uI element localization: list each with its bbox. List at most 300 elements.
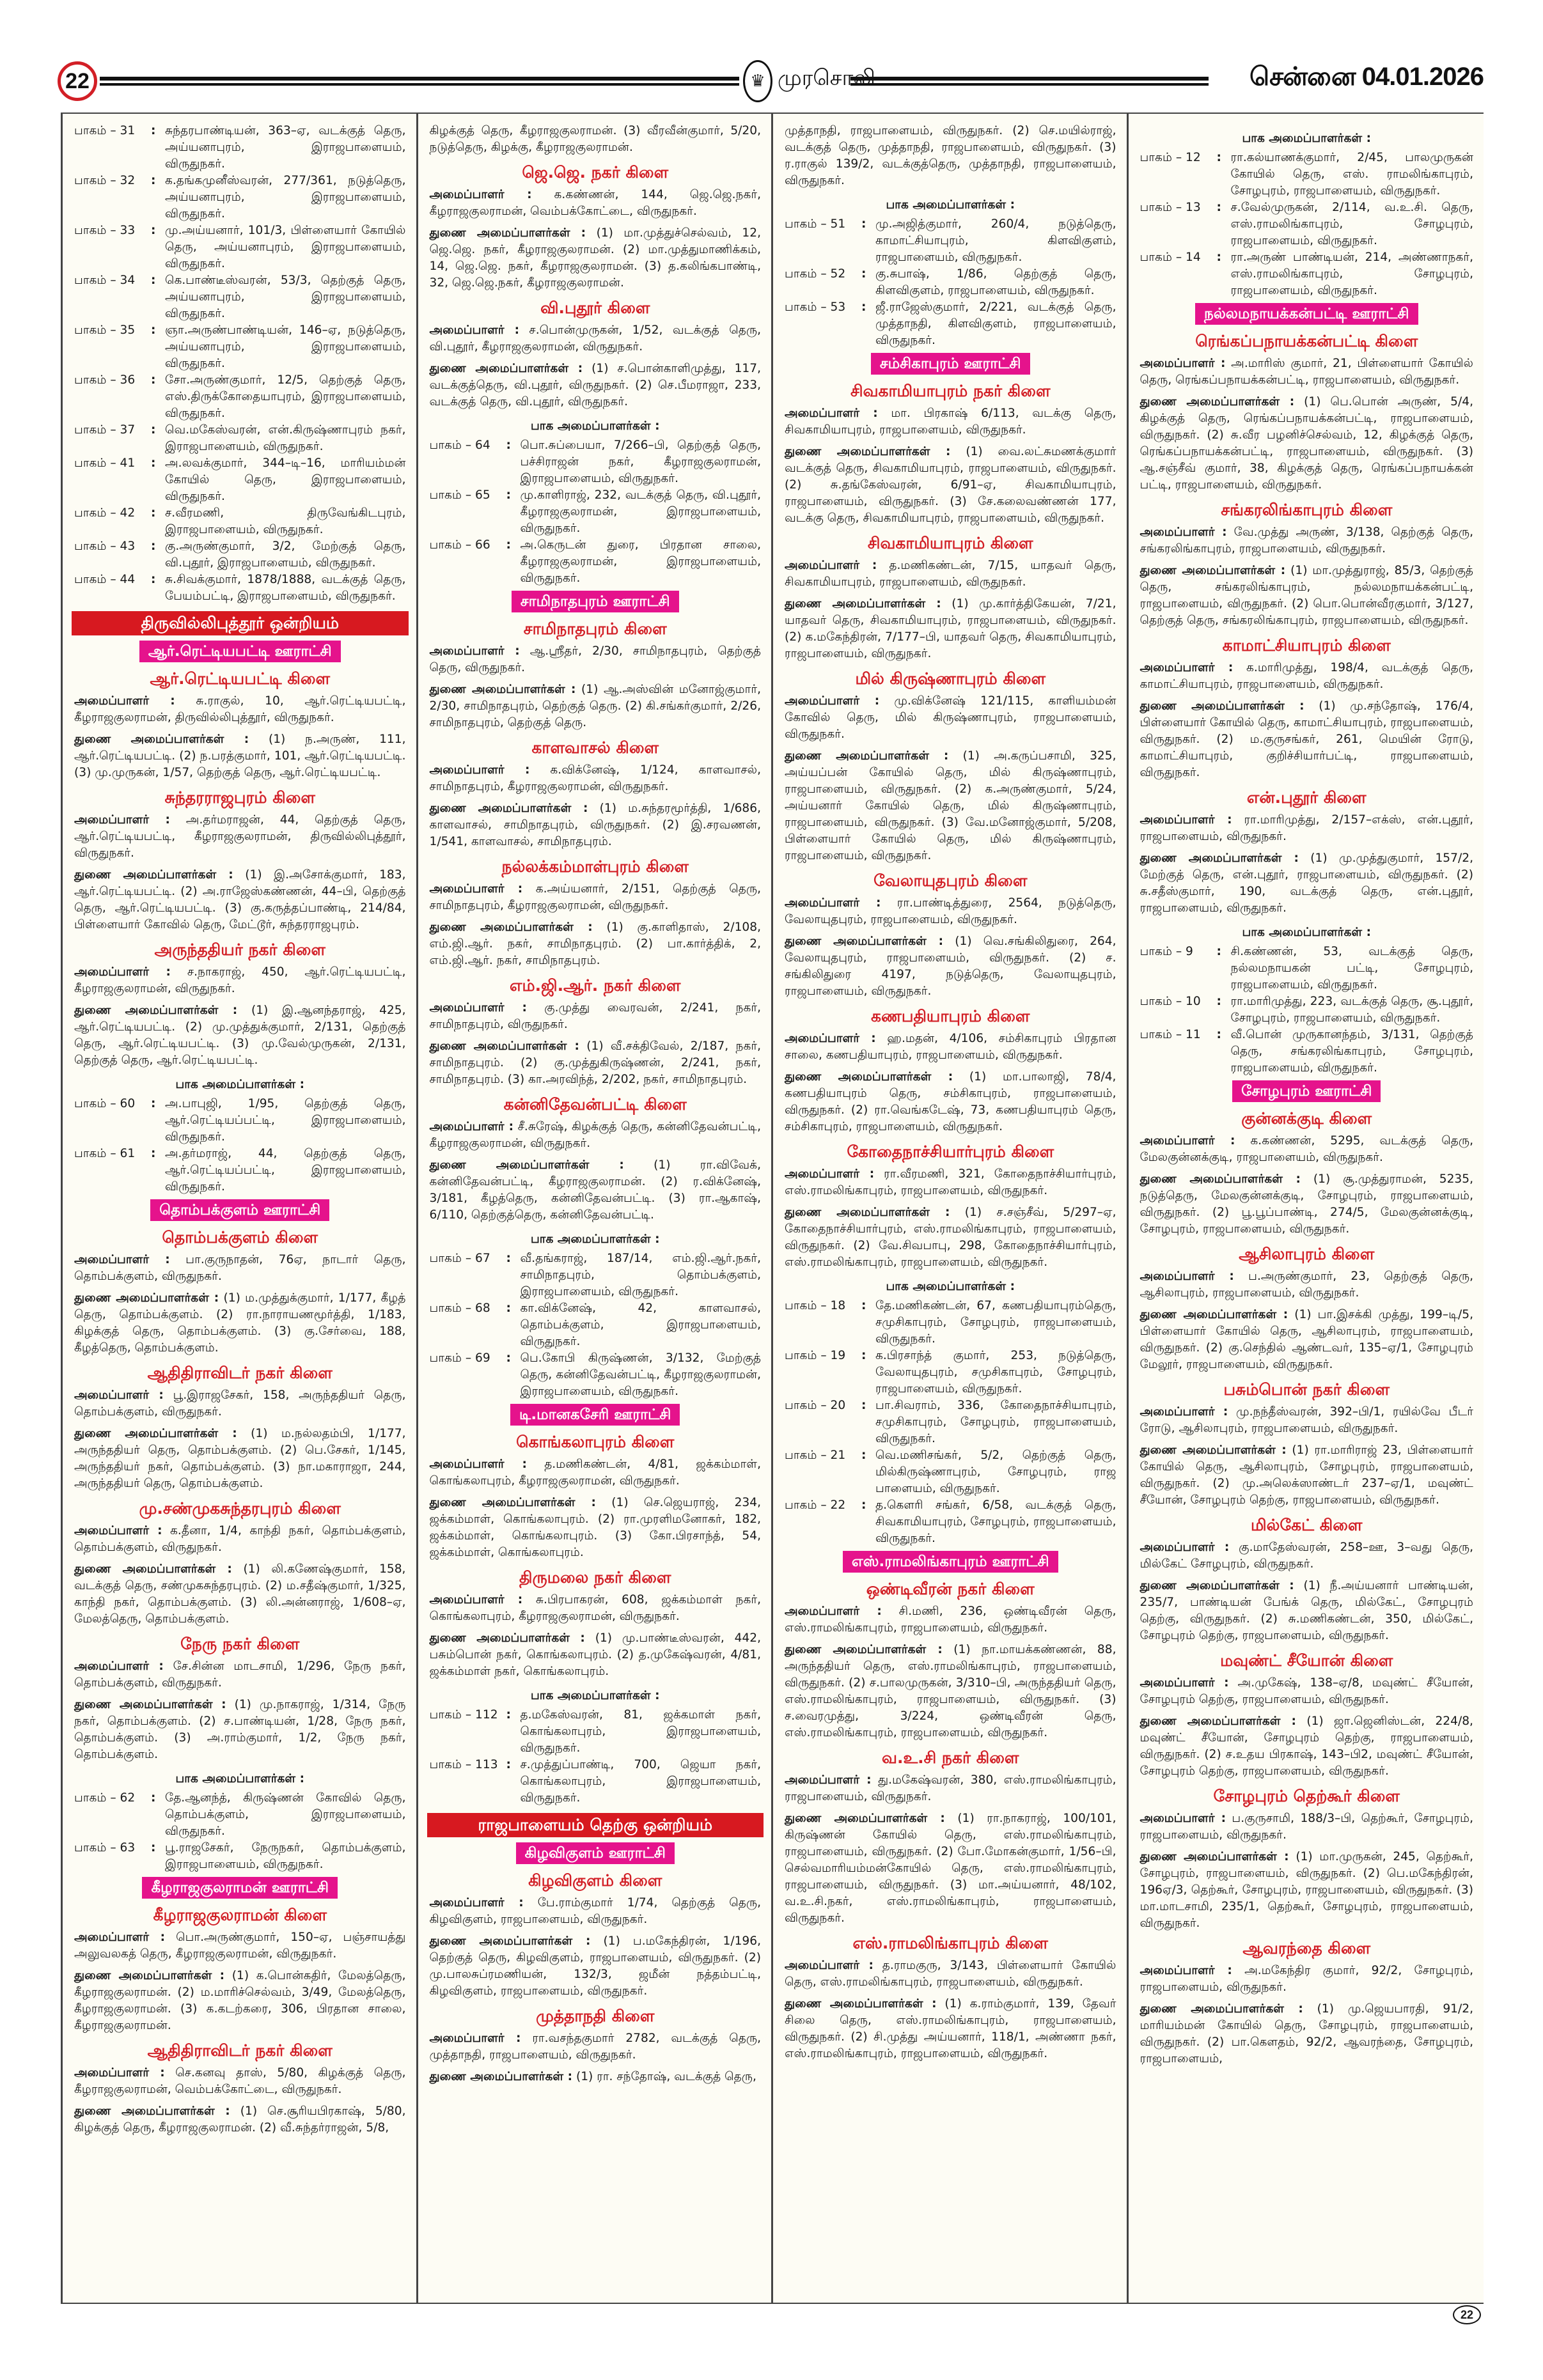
bhagam-number-value: 20 — [830, 1399, 846, 1412]
organiser-details: செ.கனவு தாஸ், 5/80, கிழக்குத் தெரு, கீழராஜகுலராமன், வெம்பக்கோட்டை, விருதுநகர். — [74, 2066, 406, 2096]
bhagam-number — [785, 1348, 861, 1397]
organiser-details: பா.குருநாதன், 76ஏ, நாடார் தெரு, தொம்பக்குளம், விருதுநகர். — [74, 1253, 406, 1283]
organiser-label: அமைப்பாளர் : — [1140, 661, 1234, 674]
deputies-label: துணை அமைப்பாளர்கள் : — [74, 1698, 226, 1711]
panchayat-banner: கீழராஜகுலராமன் ஊராட்சி — [142, 1877, 338, 1899]
organiser-details: சே.சின்ன மாடசாமி, 1/296, நேரு நகர், தொம்பக்குளம், விருதுநகர். — [74, 1660, 406, 1690]
bhagam-number — [430, 1250, 506, 1300]
deputies-entry — [74, 1426, 406, 1492]
bhagam-number — [1140, 993, 1217, 1027]
branch-heading: காளவாசல் கிளை — [531, 738, 659, 757]
bhagam-prefix: பாகம் – — [429, 1252, 472, 1265]
organiser-entry — [74, 1252, 406, 1285]
union-banner: ராஜபாளையம் தெற்கு ஒன்றியம் — [427, 1813, 764, 1837]
bhagam-number — [430, 487, 506, 537]
bhagam-prefix: பாகம் – — [785, 1349, 827, 1362]
deputies-entry — [1140, 1307, 1474, 1373]
bhagam-number — [430, 437, 506, 487]
deputies-entry — [785, 1069, 1116, 1135]
separator: : — [861, 1399, 866, 1412]
separator: : — [506, 439, 511, 452]
bhagam-number — [430, 1300, 506, 1350]
organiser-entry — [74, 1929, 406, 1963]
separator: : — [151, 224, 156, 237]
branch-heading: நேரு நகர் கிளை — [180, 1635, 300, 1653]
bhagam-entry — [1140, 993, 1474, 1027]
separator: : — [151, 1841, 156, 1855]
deputies-details: (1) ஜா.ஜெனிஸ்டன், 224/8, மவுண்ட் சீயோன், சோழபுரம் தெற்கு, ராஜபாளையம், விருதுநகர். (2) ச.உதய பிரகாஷ், 143–பி2, மவுண்ட் சீயோன், சோழபுரம் தெற்கு, ராஜபாளையம், விருதுநகர். — [1140, 1715, 1473, 1778]
branch-heading: ஆசிலாபுரம் கிளை — [1239, 1245, 1375, 1263]
bhagam-entry — [430, 537, 762, 587]
deputies-details: (1) மா.முத்துச்செல்வம், 12, ஜெ.ஜெ. நகர், கீழராஜகுலராமன். (2) மா.முத்துமாணிக்கம், 14, ஜெ.ஜெ. நகர், கீழராஜகுலராமன். (3) த.கலிங்கபாண்டி, 32, ஜெ.ஜெ.நகர், கீழராஜகுலராமன். — [429, 226, 761, 290]
bhagam-number-value: 19 — [830, 1349, 846, 1362]
deputies-entry — [74, 1290, 406, 1357]
bhagam-entry — [74, 173, 406, 222]
deputies-label: துணை அமைப்பாளர்கள் : — [1140, 1850, 1289, 1863]
separator: : — [861, 1449, 866, 1462]
deputies-details: (1) வெ.சங்கிலிதுரை, 264, வேலாயுதபுரம், ராஜபாளையம், விருதுநகர். (2) ச. சங்கிலிதுரை 4197, நடுத்தெரு, வேலாயுதபுரம், ராஜபாளையம், விருதுநகர். — [785, 935, 1116, 998]
bhagam-prefix: பாகம் – — [1140, 201, 1182, 214]
bhagam-holder: ச.வேல்முருகன், 2/114, வ.உ.சி. தெரு, எஸ்.ராமலிங்காபுரம், சோழபுரம், ராஜபாளையம், விருதுநகர். — [1230, 201, 1473, 247]
organiser-entry — [430, 322, 762, 355]
bhagam-prefix: பாகம் – — [74, 124, 116, 137]
deputies-details: (1) இ.ஆனந்தராஜ், 425, ஆர்.ரெட்டியபட்டி. (2) மு.முத்துக்குமார், 2/131, தெற்குத் தெரு, ஆர்.ரெட்டியபட்டி. (3) மு.வேல்முருகன், 2/131, தெற்குத் தெரு, ஆர்.ரெட்டியபட்டி. — [74, 1004, 406, 1067]
organiser-entry — [430, 881, 762, 914]
branch-heading: ஆர்.ரெட்டியபட்டி கிளை — [150, 669, 331, 688]
organiser-details: அ.முகேஷ், 138–ஏ/8, மவுண்ட் சீயோன், சோழபுரம் தெற்கு, ராஜபாளையம், விருதுநகர். — [1140, 1676, 1474, 1706]
branch-heading: அருந்ததியர் நகர் கிளை — [154, 940, 325, 959]
separator: : — [151, 423, 156, 437]
branch-heading: சோழபுரம் தெற்கூர் கிளை — [1213, 1787, 1400, 1805]
masthead-rule-right — [850, 77, 1209, 86]
deputies-details: (1) மு.நாகராஜ், 1/314, நேரு நகர், தொம்பக்குளம். (2) ச.பாண்டியன், 1/28, நேரு நகர், தொம்பக்குளம். (3) அ.ராம்குமார், 1/2, நேரு நகர், தொம்பக்குளம். — [74, 1698, 406, 1761]
deputies-entry — [785, 1642, 1116, 1741]
deputies-entry — [430, 681, 762, 731]
organiser-details: சு.பிரபாகரன், 608, ஜக்கம்மாள் நகர், கொங்கலாபுரம், கீழராஜகுலராமன், விருதுநகர். — [429, 1593, 761, 1623]
bhagam-number-value: 67 — [475, 1252, 490, 1265]
bhagam-entry — [74, 222, 406, 272]
organiser-entry — [785, 1166, 1116, 1199]
deputies-details: (1) அ.கருப்பசாமி, 325, அய்யப்பன் கோயில் தெரு, மில் கிருஷ்ணாபுரம், ராஜபாளையம், விருதுநகர். (2) க.அருண்குமார், 5/24, அய்யனார் கோயில் தெரு, மில் கிருஷ்ணாபுரம், ராஜபாளையம், விருதுநகர். (3) வே.மனோஜ்குமார், 5/208, பிள்ளையார் கோயில் தெரு, மில் கிருஷ்ணாபுரம், ராஜபாளையம், விருதுநகர். — [785, 749, 1116, 862]
bhagam-number — [430, 1707, 506, 1757]
deputies-label: துணை அமைப்பாளர்கள் : — [74, 2104, 230, 2118]
deputies-label: துணை அமைப்பாளர்கள் : — [74, 1427, 237, 1440]
bhagam-entry — [785, 1348, 1116, 1397]
bhagam-number-value: 18 — [830, 1299, 846, 1312]
bhagam-number-value: 12 — [1186, 151, 1201, 164]
deputies-label: துணை அமைப்பாளர்கள் : — [429, 802, 588, 815]
bhagam-number-value: 69 — [475, 1351, 490, 1365]
deputies-details: (1) பெ.பொன் அருண், 5/4, கிழக்குத் தெரு, ரெங்கப்பநாயக்கன்பட்டி, ராஜபாளையம், விருதுநகர். (2) சு.வீர பழனிச்செல்வம், 12, கிழக்குத் தெரு, ரெங்கப்பநாயக்கன்பட்டி, ராஜபாளையம், விருதுநகர். (3) ஆ.சஞ்சீவ் குமார், 38, கிழக்குத் தெரு, ரெங்கப்பநாயக்கன் பட்டி, ராஜபாளையம், விருதுநகர். — [1140, 395, 1473, 492]
organiser-entry — [785, 1031, 1116, 1064]
bhagam-prefix: பாகம் – — [429, 1708, 472, 1722]
organiser-details: ரா.வீரமணி, 321, கோதைநாச்சியார்புரம், எஸ்.ராமலிங்காபுரம், ராஜபாளையம், விருதுநகர். — [785, 1167, 1116, 1197]
bhagam-section-heading: பாக அமைப்பாளர்கள் : — [175, 1772, 305, 1785]
bhagam-holder: சோ.அருண்குமார், 12/5, தெற்குத் தெரு, எஸ்.திருக்கோதையாபுரம், இராஜபாளையம், விருதுநகர். — [165, 373, 406, 420]
organiser-details: க.கண்ணன், 144, ஜெ.ஜெ.நகர், கீழராஜகுலராமன், வெம்பக்கோட்டை, விருதுநகர். — [429, 188, 761, 218]
branch-heading: கீழராஜகுலராமன் கிளை — [153, 1906, 327, 1924]
separator: : — [151, 124, 156, 137]
panchayat-banner: நல்லமநாயக்கன்பட்டி ஊராட்சி — [1195, 303, 1418, 325]
bhagam-holder: அ.லவக்குமார், 344–டி–16, மாரியம்மன் கோயில் தெரு, இராஜபாளையம், விருதுநகர். — [165, 456, 406, 503]
deputies-label: துணை அமைப்பாளர்கள் : — [74, 1562, 232, 1576]
bhagam-holder: மு.காளிராஜ், 232, வடக்குத் தெரு, வி.புதூர், கீழராஜகுலராமன், இராஜபாளையம், விருதுநகர். — [520, 488, 761, 535]
deputies-label: துணை அமைப்பாளர்கள் : — [429, 362, 583, 375]
bhagam-number-value: 34 — [120, 274, 136, 287]
bhagam-entry — [430, 1757, 762, 1807]
separator: : — [1216, 1028, 1221, 1041]
page-number-badge: 22 — [58, 61, 97, 101]
bhagam-number — [74, 272, 151, 322]
organiser-details: மு.நந்தீஸ்வரன், 392–பி/1, ரயில்வே பீடர் ரோடு, ஆசிலாபுரம், ராஜபாளையம், விருதுநகர். — [1140, 1405, 1473, 1435]
deputies-entry — [1140, 698, 1474, 781]
deputies-details: (1) ரா.நாகராஜ், 100/101, கிருஷ்ணன் கோயில் தெரு, எஸ்.ராமலிங்காபுரம், ராஜபாளையம், விருதுநகர். (2) போ.மோகன்குமார், 1/56–பி, செல்வமாரியம்மன்கோயில் தெரு, எஸ்.ராமலிங்காபுரம், ராஜபாளையம், விருதுநகர். (3) மா.அய்யனார், 48/102, வ.உ.சி.நகர், எஸ்.ராமலிங்காபுரம், ராஜபாளையம், விருதுநகர். — [785, 1812, 1116, 1925]
column-3 — [773, 114, 1129, 2303]
branch-heading: சுந்தரராஜபுரம் கிளை — [164, 788, 315, 807]
bhagam-holder: ஜீ.ராஜேஸ்குமார், 2/221, வடக்குத் தெரு, முத்தாநதி, கிளவிகுளம், ராஜபாளையம், விருதுநகர். — [875, 300, 1116, 347]
organiser-details: ரா.மாரிமுத்து, 2/157–எக்ஸ், என்.புதூர், ராஜபாளையம், விருதுநகர். — [1140, 813, 1474, 843]
organiser-details: க.கண்ணன், 5295, வடக்குத் தெரு, மேலகுன்னக்குடி, ராஜபாளையம், விருதுநகர். — [1140, 1134, 1473, 1164]
organiser-label: அமைப்பாளர் : — [74, 2066, 165, 2080]
organiser-entry — [1140, 1133, 1474, 1166]
bhagam-number-value: 10 — [1186, 995, 1201, 1008]
deputies-details: (1) செ.சூரியபிரகாஷ், 5/80, கிழக்குத் தெரு, கீழராஜகுலராமன். (2) வீ.சுந்தர்ராஜன், 5/8, — [74, 2104, 406, 2135]
bhagam-number-value: 51 — [830, 217, 846, 231]
deputies-entry — [430, 2069, 762, 2085]
bhagam-section-heading: பாக அமைப்பாளர்கள் : — [1242, 132, 1372, 145]
branch-heading: சிவகாமியாபுரம் கிளை — [867, 534, 1033, 552]
organiser-entry — [785, 1957, 1116, 1991]
separator: : — [151, 506, 156, 520]
organiser-details: அ.மாரிஸ் குமார், 21, பிள்ளையார் கோயில் தெரு, ரெங்கப்பநாயக்கன்பட்டி, ராஜபாளையம், விருதுநகர். — [1140, 357, 1473, 387]
organiser-label: அமைப்பாளர் : — [429, 882, 523, 896]
deputies-details: (1) மா.பாலாஜி, 78/4, கணபதியாபுரம் தெரு, சம்சிகாபுரம், ராஜபாளையம், விருதுநகர். (2) ரா.வெங்கடேஷ், 73, கணபதியாபுரம் தெரு, சம்சிகாபுரம், ராஜபாளையம், விருதுநகர். — [785, 1070, 1116, 1133]
deputies-label: துணை அமைப்பாளர்கள் : — [429, 1631, 585, 1645]
organiser-details: ரா.பாண்டித்துரை, 2564, நடுத்தெரு, வேலாயுதபுரம், ராஜபாளையம், விருதுநகர். — [785, 896, 1116, 926]
organiser-entry — [1140, 812, 1474, 845]
branch-heading: மில் கிருஷ்ணாபுரம் கிளை — [855, 669, 1046, 688]
bhagam-holder: தே.ஆனந்த், கிருஷ்ணன் கோவில் தெரு, தொம்பக்குளம், இராஜபாளையம், விருதுநகர். — [165, 1791, 406, 1838]
bhagam-number-value: 13 — [1186, 201, 1201, 214]
deputies-entry — [430, 361, 762, 410]
separator: : — [151, 540, 156, 553]
bhagam-prefix: பாகம் – — [74, 423, 116, 437]
organiser-label: அமைப்பாளர் : — [785, 896, 881, 910]
deputies-details: (1) மு.பாண்டீஸ்வரன், 442, பசும்பொன் நகர், கொங்கலாபுரம். (2) த.முகேஷ்வரன், 4/81, ஜக்கம்மாள் நகர், கொங்கலாபுரம். — [429, 1631, 761, 1678]
organiser-entry — [1140, 1268, 1474, 1302]
organiser-entry — [74, 964, 406, 997]
bhagam-holder: வெ.மகேஸ்வரன், என்.கிருஷ்ணாபுரம் நகர், இராஜபாளையம், விருதுநகர். — [165, 423, 406, 453]
branch-heading: கிழவிகுளம் கிளை — [528, 1871, 662, 1890]
bhagam-entry — [785, 299, 1116, 349]
separator: : — [506, 1758, 511, 1771]
deputies-details: (1) மு.சந்தோஷ், 176/4, பிள்ளையார் கோயில் தெரு, காமாட்சியாபுரம், ராஜபாளையம், விருதுநகர். (2) ம.குருசங்கர், 261, மெயின் ரோடு, காமாட்சியாபுரம், குறிச்சியார்பட்டி, ராஜபாளையம், விருதுநகர். — [1140, 699, 1473, 779]
bhagam-number-value: 32 — [120, 174, 136, 187]
deputies-entry — [74, 1697, 406, 1763]
bhagam-prefix: பாகம் – — [785, 300, 827, 314]
deputies-entry — [1140, 1713, 1474, 1780]
organiser-label: அமைப்பாளர் : — [74, 813, 170, 827]
separator: : — [1216, 151, 1221, 164]
bhagam-number — [74, 1146, 151, 1195]
branch-heading: என்.புதூர் கிளை — [1246, 788, 1367, 807]
organiser-label: அமைப்பாளர் : — [74, 1931, 166, 1944]
deputies-details: (1) ரா.மாரிராஜ் 23, பிள்ளையார் கோயில் தெரு, ஆசிலாபுரம், சோழபுரம், ராஜபாளையம், விருதுநகர். (2) மு.அலெக்ஸாண்டர் 237–ஏ/1, மவுண்ட் சீயோன், சோழபுரம் தெற்கு, ராஜபாளையம், விருதுநகர். — [1140, 1443, 1473, 1507]
organiser-details: த.மணிகண்டன், 4/81, ஜக்கம்மாள், கொங்கலாபுரம், கீழராஜகுலராமன், விருதுநகர். — [429, 1458, 761, 1488]
deputies-label: துணை அமைப்பாளர்கள் : — [785, 1997, 937, 2011]
bhagam-prefix: பாகம் – — [429, 1351, 472, 1365]
deputies-details: (1) கு.காளிதாஸ், 2/108, எம்.ஜி.ஆர். நகர், சாமிநாதபுரம். (2) பா.கார்த்திக், 2, எம்.ஜி.ஆர். நகர், சாமிநாதபுரம். — [429, 921, 761, 967]
bhagam-entry — [785, 216, 1116, 266]
branch-heading: காமாட்சியாபுரம் கிளை — [1222, 636, 1391, 655]
separator: : — [861, 267, 866, 281]
bhagam-number — [785, 1497, 861, 1547]
deputies-details: (1) வை.லட்சுமணக்குமார் வடக்குத் தெரு, சிவகாமியாபுரம், ராஜபாளையம், விருதுநகர். (2) சு.தங்கேஸ்வரன், 6/91–ஏ, சிவகாமியாபுரம், ராஜபாளையம், விருதுநகர். (3) சே.கலைவண்ணன் 177, வடக்கு தெரு, சிவகாமியாபுரம், ராஜபாளையம், விருதுநகர். — [785, 445, 1116, 525]
article-body — [61, 113, 1484, 2304]
deputies-label: துணை அமைப்பாளர்கள் : — [785, 1206, 950, 1219]
bhagam-holder: ச.முத்துப்பாண்டி, 700, ஜெயா நகர், கொங்கலாபுரம், இராஜபாளையம், விருதுநகர். — [520, 1758, 761, 1805]
panchayat-banner: ஆர்.ரெட்டியபட்டி ஊராட்சி — [139, 641, 341, 662]
deputies-entry — [74, 867, 406, 933]
organiser-details: பொ.அருண்குமார், 150–ஏ, பஞ்சாயத்து அலுவலகத் தெரு, கீழராஜகுலராமன், விருதுநகர். — [74, 1931, 406, 1961]
deputies-label: துணை அமைப்பாளர்கள் : — [429, 2070, 573, 2083]
organiser-label: அமைப்பாளர் : — [429, 1120, 514, 1133]
bhagam-number-value: 52 — [830, 267, 846, 281]
bhagam-entry — [785, 1497, 1116, 1547]
organiser-details: சீ.சுரேஷ், கிழக்குத் தெரு, கன்னிதேவன்பட்டி, கீழராஜகுலராமன், விருதுநகர். — [429, 1120, 761, 1150]
bhagam-number-value: 64 — [475, 439, 490, 452]
deputies-entry — [430, 919, 762, 969]
branch-heading: தொம்பக்குளம் கிளை — [162, 1228, 318, 1247]
deputies-entry — [430, 1630, 762, 1680]
deputies-label: துணை அமைப்பாளர்கள் : — [785, 1070, 953, 1084]
deputies-details: (1) ந.அருண், 111, ஆர்.ரெட்டியபட்டி. (2) ந.பரத்குமார், 101, ஆர்.ரெட்டியபட்டி. (3) மு.முருகன், 1/57, தெற்குத் தெரு, ஆர்.ரெட்டியபட்டி. — [74, 733, 406, 779]
organiser-entry — [785, 1772, 1116, 1805]
bhagam-section-heading: பாக அமைப்பாளர்கள் : — [530, 419, 660, 433]
organiser-entry — [1140, 1675, 1474, 1708]
bhagam-holder: த.மகேஸ்வரன், 81, ஜக்கமாள் நகர், கொங்கலாபுரம், இராஜபாளையம், விருதுநகர். — [520, 1708, 761, 1755]
bhagam-prefix: பாகம் – — [429, 439, 472, 452]
bhagam-holder: சுந்தரபாண்டியன், 363–ஏ, வடக்குத் தெரு, அய்யனாபுரம், இராஜபாளையம், விருதுநகர். — [165, 124, 406, 171]
deputies-label: துணை அமைப்பாளர்கள் : — [429, 1158, 624, 1172]
bhagam-number-value: 112 — [475, 1708, 498, 1722]
bhagam-entry — [430, 1300, 762, 1350]
deputies-entry — [430, 225, 762, 292]
deputies-entry — [430, 1157, 762, 1224]
bhagam-number — [74, 173, 151, 222]
separator: : — [151, 573, 156, 586]
deputies-label: துணை அமைப்பாளர்கள் : — [1140, 395, 1295, 408]
deputies-label: துணை அமைப்பாளர்கள் : — [785, 935, 944, 948]
organiser-label: அமைப்பாளர் : — [1140, 1134, 1235, 1147]
bhagam-number-value: 113 — [475, 1758, 498, 1771]
deputies-entry — [1140, 1849, 1474, 1932]
deputies-details: (1) மு.ஜெயபாரதி, 91/2, மாரியம்மன் கோயில் தெரு, சோழபுரம், ராஜபாளையம், விருதுநகர். (2) பா.கௌதம், 92/2, ஆவரந்தை, சோழபுரம், ராஜபாளையம், — [1140, 2002, 1473, 2065]
bhagam-number — [74, 322, 151, 372]
deputies-label: துணை அமைப்பாளர்கள் : — [1140, 1443, 1287, 1457]
bhagam-entry — [1140, 199, 1474, 249]
organiser-label: அமைப்பாளர் : — [785, 694, 880, 708]
bhagam-number — [430, 1350, 506, 1400]
organiser-label: அமைப்பாளர் : — [1140, 357, 1226, 370]
bhagam-number-value: 61 — [120, 1147, 136, 1160]
column-1 — [63, 114, 418, 2303]
organiser-details: த.ராமகுரு, 3/143, பிள்ளையார் கோயில் தெரு, எஸ்.ராமலிங்காபுரம், ராஜபாளையம், விருதுநகர். — [785, 1959, 1116, 1989]
bhagam-number — [430, 537, 506, 587]
bhagam-holder: வீ.பொன் முருகானந்தம், 3/131, தெற்குத் தெரு, சங்கரலிங்காபுரம், சோழபுரம், ராஜபாளையம், விருதுநகர். — [1230, 1028, 1473, 1075]
bhagam-section-heading: பாக அமைப்பாளர்கள் : — [886, 1280, 1015, 1293]
bhagam-entry — [430, 1707, 762, 1757]
separator: : — [151, 373, 156, 387]
bhagam-entry — [785, 1298, 1116, 1348]
organiser-entry — [430, 1895, 762, 1928]
bhagam-prefix: பாகம் – — [74, 323, 116, 337]
organiser-label: அமைப்பாளர் : — [429, 1896, 524, 1909]
bhagam-number-value: 53 — [830, 300, 846, 314]
bhagam-holder: க.பிரசாந்த் குமார், 253, நடுத்தெரு, வேலாயுதபுரம், சமுசிகாபுரம், சோழபுரம், ராஜபாளையம், விருதுநகர். — [875, 1349, 1116, 1396]
separator: : — [861, 1498, 866, 1512]
bhagam-prefix: பாகம் – — [1140, 1028, 1182, 1041]
separator: : — [861, 300, 866, 314]
bhagam-holder: அ.கெருடன் துரை, பிரதான சாலை, கீழராஜகுலராமன், இராஜபாளையம், விருதுநகர். — [520, 538, 761, 585]
branch-heading: கொங்கலாபுரம் கிளை — [516, 1433, 675, 1451]
organiser-details: ப.குருசாமி, 188/3–பி, தெற்கூர், சோழபுரம், ராஜபாளையம், விருதுநகர். — [1140, 1812, 1473, 1842]
organiser-label: அமைப்பாளர் : — [74, 1660, 164, 1673]
bhagam-prefix: பாகம் – — [74, 1147, 116, 1160]
bhagam-holder: க.தங்கமுனீஸ்வரன், 277/361, நடுத்தெரு, அய்யனாபுரம், இராஜபாளையம், விருதுநகர். — [165, 174, 406, 221]
separator: : — [151, 1791, 156, 1805]
bhagam-holder: பூ.ராஜசேகர், நேருநகர், தொம்பக்குளம், இராஜபாளையம், விருதுநகர். — [165, 1841, 406, 1871]
branch-heading: முத்தாநதி கிளை — [536, 2007, 655, 2025]
deputies-details: (1) ரா.விவேக், கன்னிதேவன்பட்டி, கீழராஜகுலராமன். (2) ர.விக்னேஷ், 3/181, கீழத்தெரு, கன்னிதேவன்பட்டி. (3) ரா.ஆகாஷ், 6/110, தெற்குத்தெரு, கன்னிதேவன்பட்டி. — [429, 1158, 761, 1222]
branch-heading: ஆதிதிராவிடர் நகர் கிளை — [147, 2041, 333, 2060]
deputies-label: துணை அமைப்பாளர்கள் : — [429, 1496, 596, 1509]
organiser-label: அமைப்பாளர் : — [429, 644, 520, 658]
deputies-details: (1) க.ராம்குமார், 139, தேவர் சிலை தெரு, எஸ்.ராமலிங்காபுரம், ராஜபாளையம், விருதுநகர். (2) சி.முத்து அய்யனார், 118/1, அண்ணா நகர், எஸ்.ராமலிங்காபுரம், ராஜபாளையம், விருதுநகர். — [785, 1997, 1116, 2060]
organiser-label: அமைப்பாளர் : — [1140, 1964, 1232, 1977]
organiser-label: அமைப்பாளர் : — [785, 1605, 882, 1618]
deputies-entry — [74, 1002, 406, 1069]
deputies-entry — [430, 1038, 762, 1088]
separator: : — [506, 488, 511, 502]
branch-heading: சங்கரலிங்காபுரம் கிளை — [1221, 501, 1393, 519]
organiser-details: மா. பிரகாஷ் 6/113, வடக்கு தெரு, சிவகாமியாபுரம், ராஜபாளையம், விருதுநகர். — [785, 407, 1116, 437]
bhagam-number — [74, 455, 151, 505]
bhagam-holder: அ.தர்மராஜ், 44, தெற்குத் தெரு, ஆர்.ரெட்டியப்பட்டி, இராஜபாளையம், விருதுநகர். — [165, 1147, 406, 1194]
organiser-entry — [430, 2030, 762, 2064]
bhagam-number — [74, 1840, 151, 1873]
bhagam-prefix: பாகம் – — [785, 217, 827, 231]
deputies-label: துணை அமைப்பாளர்கள் : — [1140, 1172, 1301, 1186]
deputies-label: துணை அமைப்பாளர்கள் : — [74, 1004, 238, 1017]
bhagam-prefix: பாகம் – — [785, 1449, 827, 1462]
deputies-details: (1) வீ.சக்திவேல், 2/187, நகர், சாமிநாதபுரம். (2) கு.முத்துகிருஷ்ணன், 2/241, நகர், சாமிநாதபுரம். (3) கா.அரவிந்த், 2/202, நகர், சாமிநாதபுரம். — [429, 1039, 761, 1086]
organiser-label: அமைப்பாளர் : — [429, 2032, 521, 2045]
continued-text: முத்தாநதி, ராஜபாளையம், விருதுநகர். (2) செ.மயில்ராஜ், வடக்குத் தெரு, முத்தாநதி, ராஜபாளையம், விருதுநகர். (3) ர.ராகுல் 139/2, வடக்குத்தெரு, முத்தாநதி, ராஜபாளையம், விருதுநகர். — [785, 124, 1116, 187]
city-date: சென்னை 04.01.2026 — [1249, 63, 1484, 91]
deputies-details: (1) ம.முத்துக்குமார், 1/177, கீழத் தெரு, தொம்பக்குளம். (2) ரா.நாராயணமூர்த்தி, 1/183, கிழக்குத் தெரு, தொம்பக்குளம். (3) கு.சேர்வை, 188, கீழத்தெரு, தொம்பக்குளம். — [74, 1291, 406, 1355]
bhagam-section-heading: பாக அமைப்பாளர்கள் : — [175, 1078, 305, 1091]
murasoli-emblem-icon: ♛ — [743, 60, 772, 102]
branch-heading: கன்னிதேவன்பட்டி கிளை — [503, 1095, 687, 1114]
deputies-details: (1) செ.ஜெயராஜ், 234, ஜக்கம்மாள், கொங்கலாபுரம். (2) ரா.முரளிமனோகர், 182, ஜக்கம்மாள், கொங்கலாபுரம். (3) கோ.பிரசாந்த், 54, ஜக்கம்மாள், கொங்கலாபுரம். — [429, 1496, 761, 1559]
deputies-details: (1) ப.மகேந்திரன், 1/196, தெற்குத் தெரு, கிழவிகுளம், ராஜபாளையம், விருதுநகர். (2) மு.பாலசுப்ரமணியன், 132/3, ஜமீன் நத்தம்பட்டி, கிழவிகுளம், ராஜபாளையம், விருதுநகர். — [429, 1934, 761, 1998]
organiser-label: அமைப்பாளர் : — [429, 188, 532, 201]
bhagam-prefix: பாகம் – — [74, 456, 116, 470]
deputies-entry — [74, 1968, 406, 2034]
bhagam-section-heading: பாக அமைப்பாளர்கள் : — [530, 1233, 660, 1246]
deputies-details: (1) நா.மாயக்கண்ணன், 88, அருந்ததியர் தெரு, எஸ்.ராமலிங்காபுரம், ராஜபாளையம், விருதுநகர். (2) ச.பாலமுருகன், 3/310–பி, அருந்ததியர் தெரு, எஸ்.ராமலிங்காபுரம், ராஜபாளையம், விருதுநகர். (3) ச.வைரமுத்து, 3/224, ஒண்டிவீரன் தெரு, எஸ்.ராமலிங்காபுரம், ராஜபாளையம், விருதுநகர். — [785, 1643, 1116, 1739]
deputies-label: துணை அமைப்பாளர்கள் : — [1140, 1715, 1296, 1728]
bhagam-holder: கு.அருண்குமார், 3/2, மேற்குத் தெரு, வி.புதூர், இராஜபாளையம், விருதுநகர். — [165, 540, 406, 570]
bhagam-number-value: 35 — [120, 323, 136, 337]
deputies-entry — [785, 748, 1116, 864]
deputies-label: துணை அமைப்பாளர்கள் : — [429, 226, 586, 240]
bhagam-number — [74, 123, 151, 173]
bhagam-number-value: 68 — [475, 1302, 490, 1315]
bhagam-entry — [74, 538, 406, 572]
bhagam-entry — [785, 1447, 1116, 1497]
bhagam-holder: மு.அய்யனார், 101/3, பிள்ளையார் கோயில் தெரு, அய்யனாபுரம், இராஜபாளையம், விருதுநகர். — [165, 224, 406, 270]
masthead-rule-left — [100, 77, 739, 86]
separator: : — [151, 1147, 156, 1160]
deputies-entry — [785, 1204, 1116, 1271]
deputies-label: துணை அமைப்பாளர்கள் : — [785, 749, 949, 763]
organiser-details: த.மணிகண்டன், 7/15, யாதவர் தெரு, சிவகாமியாபுரம், ராஜபாளையம், விருதுநகர். — [785, 559, 1116, 589]
bhagam-number-value: 62 — [120, 1791, 136, 1805]
bhagam-prefix: பாகம் – — [1140, 251, 1182, 264]
bhagam-holder: வீ.தங்கராஜ், 187/14, எம்.ஜி.ஆர்.நகர், சாமிநாதபுரம், தொம்பக்குளம், இராஜபாளையம், விருதுநகர். — [520, 1252, 761, 1298]
bhagam-number-value: 63 — [120, 1841, 136, 1855]
organiser-entry — [74, 1387, 406, 1420]
bhagam-number — [1140, 150, 1217, 199]
organiser-entry — [74, 1658, 406, 1692]
deputies-entry — [430, 800, 762, 850]
organiser-entry — [430, 1592, 762, 1625]
deputies-details: (1) பா.இசக்கி முத்து, 199–டி/5, பிள்ளையார் கோயில் தெரு, ஆசிலாபுரம், ராஜபாளையம், விருதுநகர். (2) கு.செந்தில் ஆண்டவர், 135–ஏ/1, சோழபுரம் மேலூர், ராஜபாளையம், விருதுநகர். — [1140, 1308, 1473, 1371]
organiser-details: வே.முத்து அருண், 3/138, தெற்குத் தெரு, சங்கரலிங்காபுரம், ராஜபாளையம், விருதுநகர். — [1140, 525, 1473, 556]
masthead — [58, 59, 1484, 110]
bhagam-number-value: 65 — [475, 488, 490, 502]
organiser-label: அமைப்பாளர் : — [785, 407, 878, 420]
deputies-entry — [430, 1933, 762, 2000]
bhagam-entry — [74, 505, 406, 538]
separator: : — [506, 538, 511, 552]
panchayat-banner: எஸ்.ராமலிங்காபுரம் ஊராட்சி — [843, 1551, 1058, 1573]
organiser-details: பே.ராம்குமார் 1/74, தெற்குத் தெரு, கிழவிகுளம், ராஜபாளையம், விருதுநகர். — [429, 1896, 761, 1926]
bhagam-number — [785, 216, 861, 266]
bhagam-entry — [785, 1397, 1116, 1447]
organiser-details: து.மகேஷ்வரன், 380, எஸ்.ராமலிங்காபுரம், ராஜபாளையம், விருதுநகர். — [785, 1773, 1116, 1803]
bhagam-number-value: 42 — [120, 506, 136, 520]
organiser-details: மு.விக்னேஷ் 121/115, காளியம்மன் கோவில் தெரு, மில் கிருஷ்ணாபுரம், ராஜபாளையம், விருதுநகர். — [785, 694, 1116, 741]
organiser-entry — [1140, 660, 1474, 693]
deputies-details: (1) க.பொன்கதிர், மேலத்தெரு, கீழராஜகுலராமன். (2) ம.மாரிச்செல்வம், 3/49, மேலத்தெரு, கீழராஜகுலராமன். (3) க.கடற்கரை, 306, பிரதான சாலை, கீழராஜகுலராமன். — [74, 1969, 406, 2032]
separator: : — [506, 1302, 511, 1315]
panchayat-banner: கிழவிகுளம் ஊராட்சி — [516, 1842, 675, 1864]
branch-heading: வேலாயுதபுரம் கிளை — [873, 871, 1028, 890]
panchayat-banner: தொம்பக்குளம் ஊராட்சி — [150, 1199, 329, 1221]
branch-heading: வி.புதூர் கிளை — [540, 299, 650, 317]
bhagam-entry — [74, 372, 406, 422]
bhagam-entry — [74, 272, 406, 322]
panchayat-banner: சோழபுரம் ஊராட்சி — [1232, 1080, 1381, 1102]
bhagam-number — [74, 572, 151, 605]
bhagam-prefix: பாகம் – — [1140, 151, 1182, 164]
bhagam-number — [785, 266, 861, 299]
bhagam-entry — [74, 455, 406, 505]
bhagam-number-value: 22 — [830, 1498, 846, 1512]
